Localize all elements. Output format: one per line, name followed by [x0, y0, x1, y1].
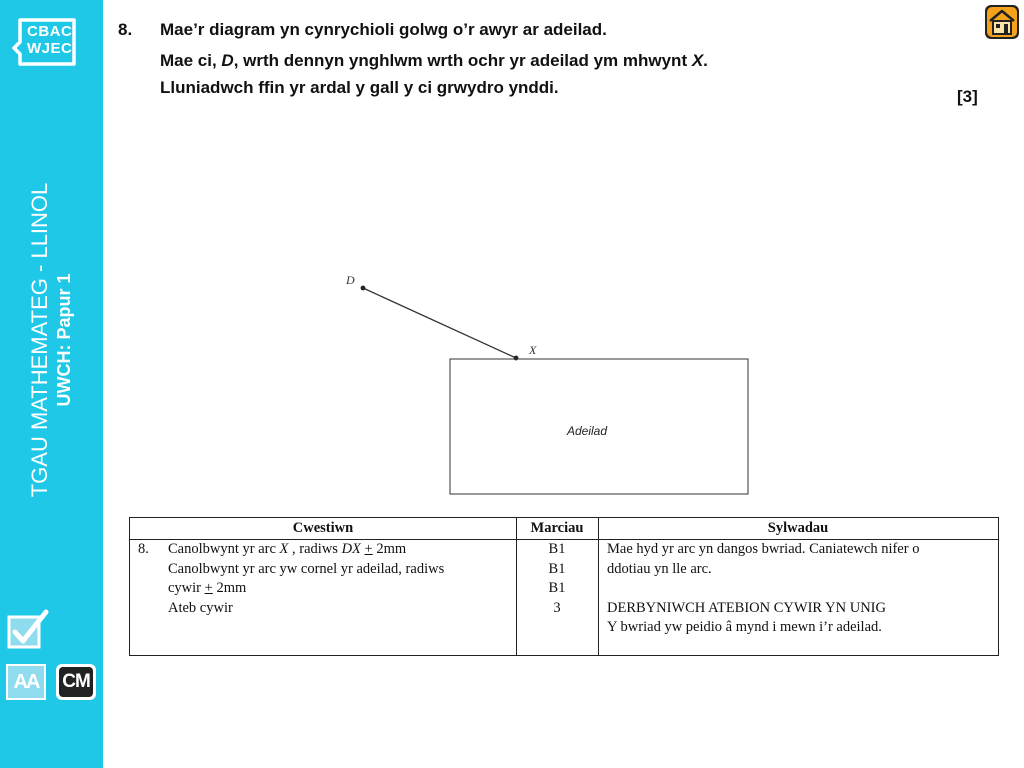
comment-line: ddotiau yn lle arc. [607, 560, 712, 577]
question-cell [168, 540, 444, 618]
mark-value: B1 [548, 580, 566, 596]
aa-icon-label: AA [13, 671, 39, 693]
building-label: Adeilad [566, 424, 608, 438]
mark-value: B1 [548, 541, 566, 557]
label-d: D [346, 273, 355, 287]
var-d: D [221, 51, 234, 70]
comment-line: DERBYNIWCH ATEBION CYWIR YN UNIG [607, 599, 886, 616]
header-marciau: Marciau [530, 520, 584, 536]
point-x [514, 356, 519, 361]
leash-line [363, 288, 516, 358]
marks-cell [516, 540, 598, 618]
header-cwestiwn: Cwestiwn [292, 520, 354, 536]
question-line-3: Lluniadwch ffin yr ardal y gall y ci grwydro ynddi. [160, 78, 559, 97]
mark-value: 3 [553, 599, 561, 616]
comment-line: Y bwriad yw peidio â mynd i mewn i’r adeilad. [607, 619, 882, 635]
table-row: cywir + 2mm [168, 580, 247, 596]
logo-line-1: CBAC [27, 23, 73, 40]
vertical-subtitle: UWCH: Papur 1 [54, 273, 74, 407]
logo-line-2: WJEC [27, 40, 73, 57]
question-number: 8. [118, 20, 133, 39]
mark-value: B1 [548, 560, 566, 577]
table-row: Ateb cywir [168, 599, 233, 616]
comment-line [607, 579, 919, 599]
var-x: X [691, 51, 704, 70]
header-sylwadau: Sylwadau [767, 520, 829, 536]
label-x: X [529, 343, 537, 357]
comment-line: Mae hyd yr arc yn dangos bwriad. Caniatewch nifer o [607, 541, 920, 557]
vertical-title: TGAU MATHEMATEG - LLINOL [27, 182, 52, 498]
question-line-1: Mae’r diagram yn cynrychioli golwg o’r awyr ar adeilad. [160, 20, 607, 39]
point-d [361, 286, 366, 291]
table-row: Canolbwynt yr arc yw cornel yr adeilad, radiws [168, 560, 445, 577]
comments-cell [607, 540, 919, 638]
table-row: Canolbwynt yr arc X , radiws DX + 2mm [168, 541, 407, 557]
cm-icon-label: CM [59, 667, 93, 697]
question-cell-number: 8. [138, 541, 149, 557]
marks-label: [3] [957, 87, 978, 106]
column-divider [598, 518, 599, 655]
mark-scheme-table [129, 517, 999, 656]
question-line-2: Mae ci, D, wrth dennyn ynghlwm wrth ochr yr adeilad ym mhwynt X. [160, 51, 708, 70]
